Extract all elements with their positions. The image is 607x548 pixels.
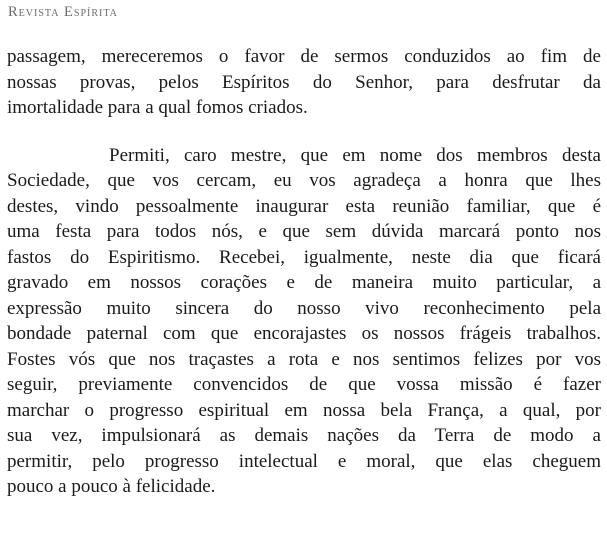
text-line: gravado em nossos corações e de maneira muito particular, a — [7, 272, 601, 293]
paragraph-1 — [7, 44, 601, 121]
running-header-title: Revista Espírita — [8, 4, 118, 20]
text-line: bondade paternal com que encorajastes os nossos frágeis trabalhos. — [7, 323, 601, 344]
text-line: fastos do Espiritismo. Recebei, igualmente, neste dia que ficará — [7, 246, 601, 268]
text-line: passagem, mereceremos o favor de sermos conduzidos ao fim de — [7, 46, 601, 67]
text-line: sua vez, impulsionará as demais nações da Terra de modo a — [7, 425, 601, 446]
paragraph-2 — [7, 143, 601, 500]
text-line: permitir, pelo progresso intelectual e moral, que elas cheguem — [7, 450, 601, 472]
page-body-text — [7, 44, 601, 500]
text-line: Sociedade, que vos cercam, eu vos agradeça a honra que lhes — [7, 170, 601, 191]
text-line: Permiti, caro mestre, que em nome dos membros desta — [109, 144, 601, 166]
paragraph-spacer — [7, 121, 601, 143]
text-line: destes, vindo pessoalmente inaugurar esta reunião familiar, que é — [7, 195, 601, 217]
text-line: nossas provas, pelos Espíritos do Senhor, para desfrutar da — [7, 71, 601, 93]
text-line: pouco a pouco à felicidade. — [7, 476, 216, 497]
text-line: Fostes vós que nos traçastes a rota e nos sentimos felizes por vos — [7, 348, 601, 370]
text-line: uma festa para todos nós, e que sem dúvida marcará ponto nos — [7, 221, 601, 242]
text-line: expressão muito sincera do nosso vivo reconhecimento pela — [7, 297, 601, 319]
text-line: marchar o progresso espiritual em nossa bela França, a qual, por — [7, 399, 601, 421]
text-line: seguir, previamente convencidos de que vossa missão é fazer — [7, 374, 601, 395]
text-line: imortalidade para a qual fomos criados. — [7, 97, 308, 118]
